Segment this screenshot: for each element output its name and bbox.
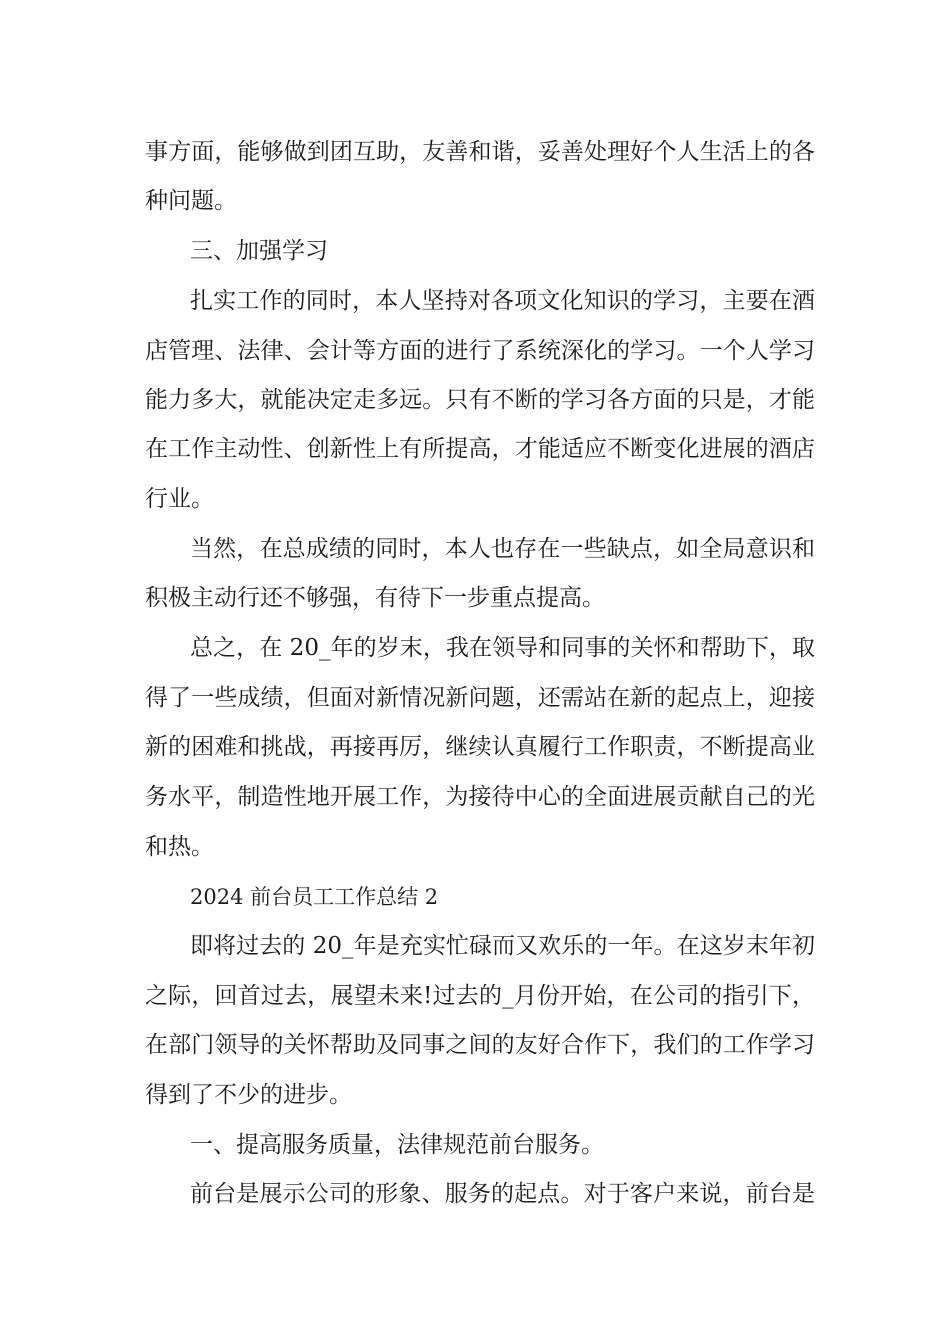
section-heading: 一、提高服务质量，法律规范前台服务。	[190, 1132, 604, 1158]
paragraph-line: 在部门领导的关怀帮助及同事之间的友好合作下，我们的工作学习	[145, 1032, 815, 1058]
paragraph-line: 积极主动行还不够强，有待下一步重点提高。	[145, 585, 605, 611]
paragraph-line: 得到了不少的进步。	[145, 1082, 352, 1108]
paragraph-line: 即将过去的 20_年是充实忙碌而又欢乐的一年。在这岁末年初	[190, 933, 815, 959]
paragraph-line: 事方面，能够做到团互助，友善和谐，妥善处理好个人生活上的各	[145, 139, 815, 165]
paragraph-line: 务水平，制造性地开展工作，为接待中心的全面进展贡献自己的光	[145, 784, 815, 810]
paragraph-line: 种问题。	[145, 188, 237, 214]
paragraph-line: 之际，回首过去，展望未来!过去的_月份开始，在公司的指引下，	[145, 983, 815, 1009]
paragraph-line: 前台是展示公司的形象、服务的起点。对于客户来说，前台是	[190, 1181, 815, 1207]
section-heading: 三、加强学习	[190, 238, 328, 264]
paragraph-line: 扎实工作的同时，本人坚持对各项文化知识的学习，主要在酒	[190, 288, 815, 314]
paragraph-line: 当然，在总成绩的同时，本人也存在一些缺点，如全局意识和	[190, 536, 815, 562]
paragraph-line: 得了一些成绩，但面对新情况新问题，还需站在新的起点上，迎接	[145, 685, 815, 711]
paragraph-line: 总之，在 20_年的岁末，我在领导和同事的关怀和帮助下，取	[190, 635, 815, 661]
article-title: 2024 前台员工工作总结 2	[190, 885, 439, 909]
paragraph-line: 行业。	[145, 486, 214, 512]
paragraph-line: 能力多大，就能决定走多远。只有不断的学习各方面的只是，才能	[145, 387, 815, 413]
paragraph-line: 和热。	[145, 834, 214, 860]
paragraph-line: 在工作主动性、创新性上有所提高，才能适应不断变化进展的酒店	[145, 436, 815, 462]
paragraph-line: 店管理、法律、会计等方面的进行了系统深化的学习。一个人学习	[145, 338, 815, 364]
paragraph-line: 新的困难和挑战，再接再厉，继续认真履行工作职责，不断提高业	[145, 734, 815, 760]
